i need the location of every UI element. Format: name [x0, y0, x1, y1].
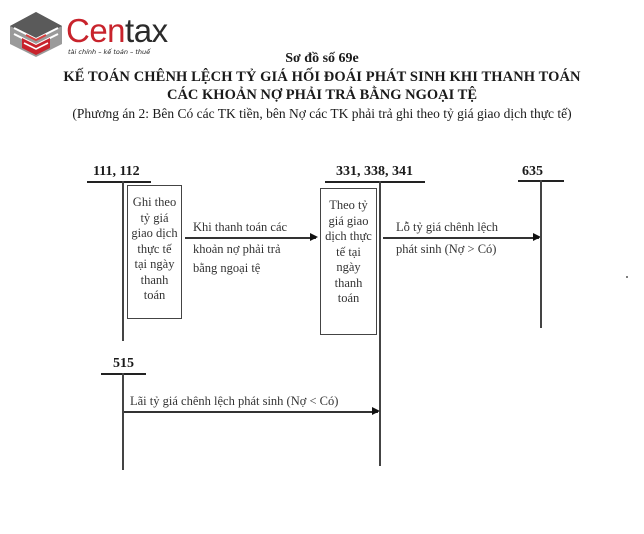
- flow-payment-label-3: bằng ngoại tệ: [193, 261, 261, 275]
- flow-loss-label-1: Lỗ tỷ giá chênh lệch: [396, 220, 499, 234]
- account-axis-expense: [540, 180, 542, 328]
- account-label-income: 515: [113, 356, 134, 371]
- account-label-expense: 635: [522, 164, 543, 179]
- account-label-cash: 111, 112: [93, 164, 140, 179]
- brand-name: Centax: [66, 12, 168, 49]
- arrow-gain: [124, 411, 378, 413]
- flow-payment-label-1: Khi thanh toán các: [193, 220, 288, 234]
- account-underline-payables: [325, 181, 425, 183]
- arrow-payment: [185, 237, 316, 239]
- box-payables-rate-note: Theo tỷ giá giao dịch thực tế tại ngày thanh toán: [320, 188, 377, 335]
- flow-payment-label-2: khoản nợ phải trả: [193, 242, 281, 256]
- account-underline-cash: [87, 181, 151, 183]
- brand-tagline: tài chính – kế toán – thuế: [68, 48, 151, 56]
- flow-gain-label: Lãi tỷ giá chênh lệch phát sinh (Nợ < Có): [130, 394, 339, 408]
- scan-dot: [626, 276, 628, 278]
- account-label-payables: 331, 338, 341: [336, 164, 413, 179]
- flow-loss-label-2: phát sinh (Nợ > Có): [396, 242, 497, 256]
- diagram-number: Sơ đồ số 69e: [285, 51, 359, 66]
- account-axis-cash: [122, 181, 124, 341]
- arrow-loss: [383, 237, 539, 239]
- account-axis-income: [122, 373, 124, 470]
- subtitle: (Phương án 2: Bên Có các TK tiền, bên Nợ các TK phải trả ghi theo tỷ giá giao dịch thực tế): [72, 106, 572, 121]
- title-line-2: CÁC KHOẢN NỢ PHẢI TRẢ BẰNG NGOẠI TỆ: [166, 87, 478, 103]
- account-axis-payables: [379, 181, 381, 466]
- box-cash-rate-note: Ghi theo tỷ giá giao dịch thực tế tại ngày thanh toán: [127, 185, 182, 319]
- title-line-1: KẾ TOÁN CHÊNH LỆCH TỶ GIÁ HỐI ĐOÁI PHÁT SINH KHI THANH TOÁN: [63, 69, 581, 85]
